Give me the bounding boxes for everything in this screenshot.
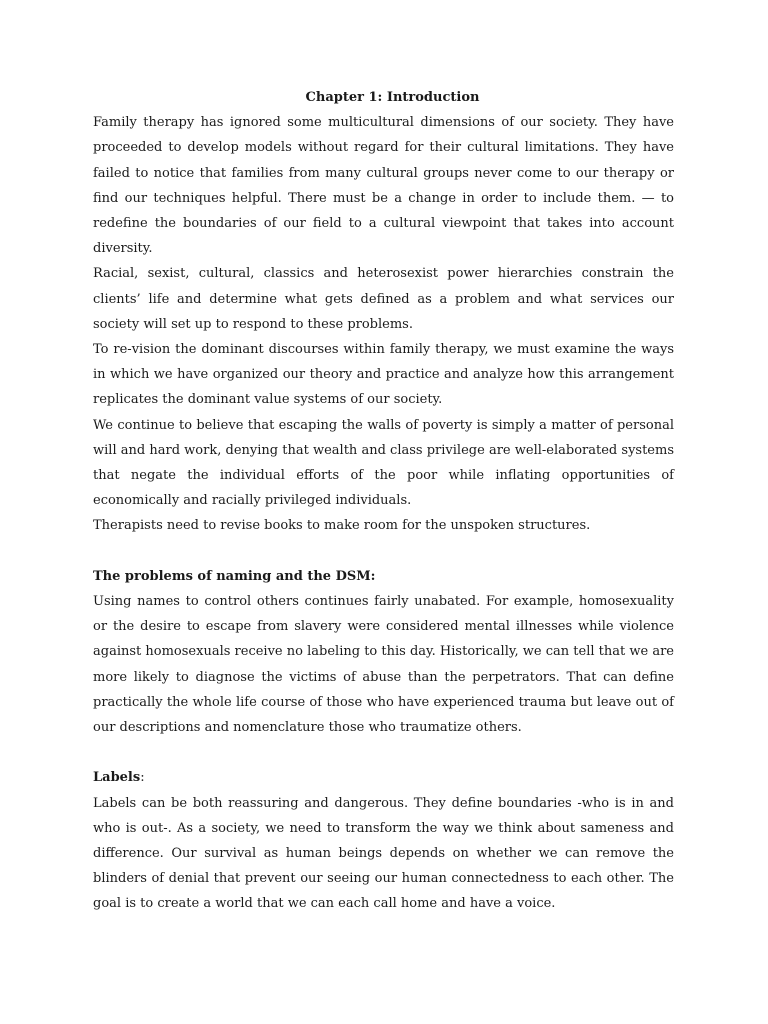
labels-heading-text: Labels bbox=[93, 770, 141, 786]
spacer bbox=[93, 539, 674, 564]
section-body-dsm: Using names to control others continues fairly unabated. For example, homosexuality or the desire to escape from slavery were considered mental illnesses while violence against homosexuals receive no labeling to this day. Historically, we can tell that we are more likely to diagnose the victims of abuse than the perpetrators. That can define practically the whole life course of those who have experienced trauma but leave out of our descriptions and nomenclature those who traumatize others. bbox=[93, 594, 674, 736]
labels-heading-colon: : bbox=[140, 770, 145, 786]
intro-paragraph-4: We continue to believe that escaping the walls of poverty is simply a matter of personal will and hard work, denying that wealth and class privilege are well-elaborated systems that negate the individual efforts of the poor while inflating opportunities of economically and racially privileged individuals. bbox=[93, 417, 674, 509]
section-body-labels: Labels can be both reassuring and dangerous. They define boundaries -who is in and who is out-. As a society, we need to transform the way we think about sameness and difference. Our survival as human beings depends on whether we can remove the blinders of denial that prevent our seeing our human connectedness to each other. The goal is to create a world that we can each call home and have a voice. bbox=[93, 795, 674, 912]
intro-paragraph-3: To re-vision the dominant discourses within family therapy, we must examine the ways in which we have organized our theory and practice and analyze how this arrangement replicates the dominant value systems of our society. bbox=[93, 342, 674, 408]
section-heading-labels bbox=[93, 765, 674, 790]
intro-paragraph-2: Racial, sexist, cultural, classics and heterosexist power hierarchies constrain the clients’ life and determine what gets defined as a problem and what services our society will set up to respond to these problems. bbox=[93, 266, 674, 332]
document-page bbox=[93, 85, 674, 917]
spacer bbox=[93, 740, 674, 765]
intro-paragraph-5: Therapists need to revise books to make room for the unspoken structures. bbox=[93, 518, 591, 534]
section-heading-dsm: The problems of naming and the DSM: bbox=[93, 568, 376, 584]
intro-paragraph-1: Family therapy has ignored some multicultural dimensions of our society. They have proceeded to develop models without regard for their cultural limitations. They have failed to notice that families from many cultural groups never come to our therapy or find our techniques helpful. There must be a change in order to include them. — to redefine the boundaries of our field to a cultural viewpoint that takes into account diversity. bbox=[93, 115, 674, 257]
chapter-title: Chapter 1: Introduction bbox=[305, 90, 480, 105]
